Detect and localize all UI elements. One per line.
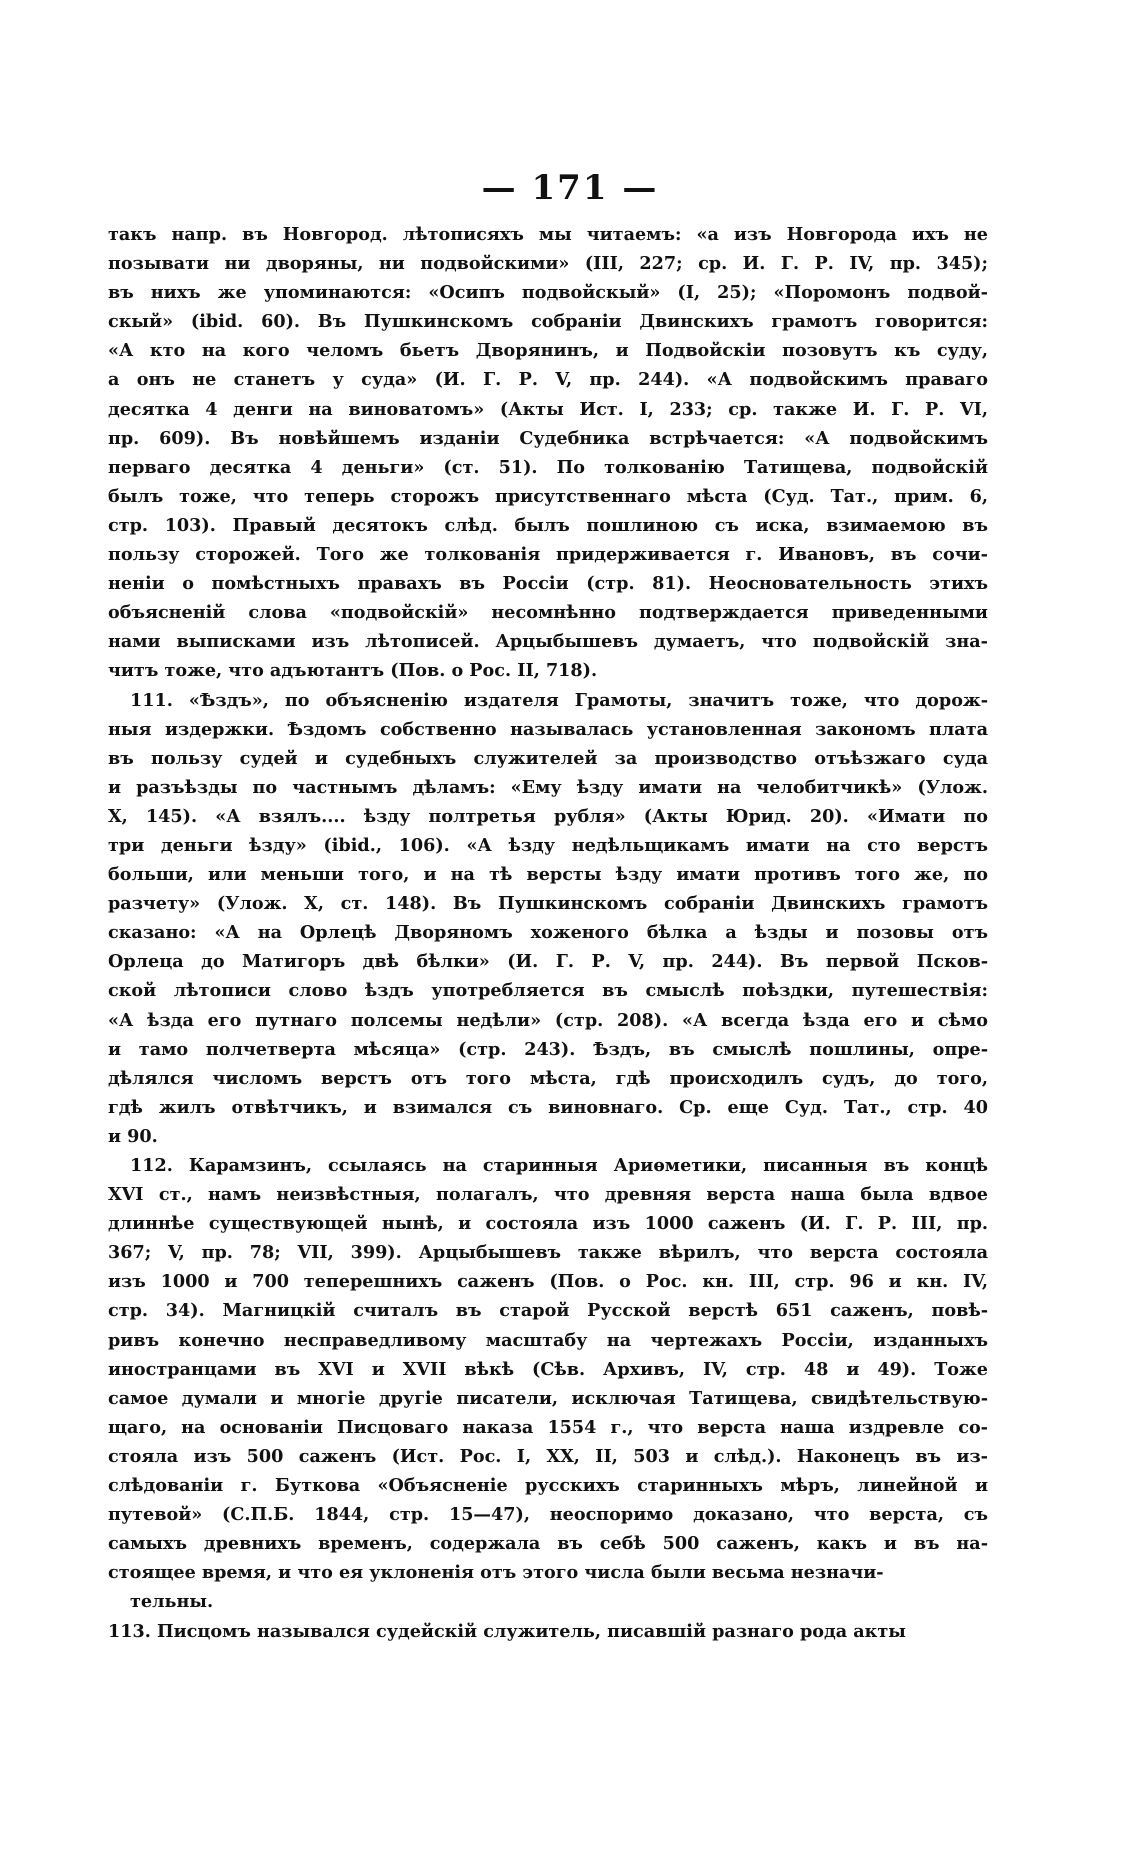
text-line: нами выписками изъ лѣтописей. Арцыбышевъ думаетъ, что подвойскій зна- bbox=[108, 631, 988, 653]
text-line: и разъѣзды по частнымъ дѣламъ: «Ему ѣзду имати на челобитчикѣ» (Улож. bbox=[108, 776, 988, 798]
text-line: слѣдованіи г. Буткова «Объясненіе русскихъ старинныхъ мѣръ, линейной и bbox=[108, 1475, 988, 1497]
text-line: больши, или меньши того, и на тѣ версты ѣзду имати противъ того же, по bbox=[108, 864, 988, 886]
text-line: въ нихъ же упоминаются: «Осипъ подвойскый» (I, 25); «Поромонъ подвой- bbox=[108, 282, 988, 304]
text-line: путевой» (С.П.Б. 1844, стр. 15—47), неоспоримо доказано, что верста, съ bbox=[108, 1504, 988, 1526]
text-line: ской лѣтописи слово ѣздъ употребляется въ смыслѣ поѣздки, путешествія: bbox=[108, 980, 988, 1002]
text-line: 367; V, пр. 78; VII, 399). Арцыбышевъ также вѣрилъ, что верста состояла bbox=[108, 1242, 988, 1264]
text-line: длиннѣе существующей нынѣ, и состояла изъ 1000 саженъ (И. Г. Р. III, пр. bbox=[108, 1213, 988, 1235]
text-line: изъ 1000 и 700 теперешнихъ саженъ (Пов. о Рос. кн. III, стр. 96 и кн. IV, bbox=[108, 1271, 988, 1293]
text-line: неніи о помѣстныхъ правахъ въ Россіи (стр. 81). Неосновательность этихъ bbox=[108, 573, 988, 595]
page-number: — 171 — bbox=[481, 168, 659, 208]
text-line: X, 145). «А взялъ.... ѣзду полтретья рубля» (Акты Юрид. 20). «Имати по bbox=[108, 805, 988, 827]
text-line: «А кто на кого челомъ бьетъ Дворянинъ, и Подвойскіи позовутъ къ суду, bbox=[108, 340, 988, 362]
text-line: XVI ст., намъ неизвѣстныя, полагалъ, что древняя верста наша была вдвое bbox=[108, 1184, 988, 1206]
text-line: объясненій слова «подвойскій» несомнѣнно подтверждается приведенными bbox=[108, 602, 988, 624]
text-line: скый» (ibid. 60). Въ Пушкинскомъ собраніи Двинскихъ грамотъ говорится: bbox=[108, 311, 988, 333]
text-line: стоящее время, и что ея уклоненія отъ этого числа были весьма незначи- bbox=[108, 1562, 884, 1584]
text-line: 113. Писцомъ назывался судейскій служитель, писавшій разнаго рода акты bbox=[108, 1620, 906, 1642]
text-line: стр. 103). Правый десятокъ слѣд. былъ пошлиною съ иска, взимаемою въ bbox=[108, 514, 988, 536]
text-line: Орлеца до Матигоръ двѣ бѣлки» (И. Г. Р. V, пр. 244). Въ первой Псков- bbox=[108, 951, 988, 973]
text-line: позывати ни дворяны, ни подвойскими» (III, 227; ср. И. Г. Р. IV, пр. 345); bbox=[108, 253, 988, 275]
text-line: дѣлялся числомъ верстъ отъ того мѣста, гдѣ происходилъ судъ, до того, bbox=[108, 1067, 988, 1089]
text-line: 112. Карамзинъ, ссылаясь на старинныя Ариѳметики, писанныя въ концѣ bbox=[130, 1155, 988, 1176]
text-line: гдѣ жилъ отвѣтчикъ, и взимался съ виновнаго. Ср. еще Суд. Тат., стр. 40 bbox=[108, 1096, 988, 1118]
text-line: иностранцами въ XVI и XVII вѣкѣ (Сѣв. Архивъ, IV, стр. 48 и 49). Тоже bbox=[108, 1358, 988, 1380]
text-line: перваго десятка 4 деньги» (ст. 51). По толкованію Татищева, подвойскій bbox=[108, 456, 988, 478]
text-line: и 90. bbox=[108, 1125, 158, 1147]
text-line: сказано: «А на Орлецѣ Дворяномъ хоженого бѣлка а ѣзды и позовы отъ bbox=[108, 922, 988, 944]
text-line: ривъ конечно несправедливому масштабу на чертежахъ Россіи, изданныхъ bbox=[108, 1329, 988, 1351]
text-line: самое думали и многіе другіе писатели, исключая Татищева, свидѣтельствую- bbox=[108, 1387, 988, 1409]
text-line: ныя издержки. Ѣздомъ собственно называлась установленная закономъ плата bbox=[108, 718, 988, 740]
text-line: а онъ не станетъ у суда» (И. Г. Р. V, пр. 244). «А подвойскимъ праваго bbox=[108, 369, 988, 391]
text-line: 111. «Ѣздъ», по объясненію издателя Грамоты, значитъ тоже, что дорож- bbox=[130, 689, 988, 711]
text-line: пользу сторожей. Того же толкованія придерживается г. Ивановъ, въ сочи- bbox=[108, 544, 988, 566]
text-line: въ пользу судей и судебныхъ служителей за производство отъѣзжаго суда bbox=[108, 747, 988, 769]
text-line: десятка 4 денги на виноватомъ» (Акты Ист. I, 233; ср. также И. Г. Р. VI, bbox=[108, 398, 988, 420]
text-line: пр. 609). Въ новѣйшемъ изданіи Судебника встрѣчается: «А подвойскимъ bbox=[108, 427, 988, 449]
text-line: щаго, на основаніи Писцоваго наказа 1554 г., что верста наша издревле со- bbox=[108, 1416, 988, 1438]
body-text bbox=[108, 220, 988, 1646]
text-line: былъ тоже, что теперь сторожъ присутственнаго мѣста (Суд. Тат., прим. 6, bbox=[108, 485, 988, 507]
text-line: самыхъ древнихъ временъ, содержала въ себѣ 500 саженъ, какъ и въ на- bbox=[108, 1533, 988, 1555]
text-line: и тамо полчетверта мѣсяца» (стр. 243). Ѣздъ, въ смыслѣ пошлины, опре- bbox=[108, 1038, 988, 1060]
text-line: такъ напр. въ Новгород. лѣтописяхъ мы читаемъ: «а изъ Новгорода ихъ не bbox=[108, 224, 988, 245]
text-line: стр. 34). Магницкій считалъ въ старой Русской верстѣ 651 саженъ, повѣ- bbox=[108, 1300, 988, 1322]
text-line: читъ тоже, что адъютантъ (Пов. о Рос. II, 718). bbox=[108, 660, 598, 682]
text-line: тельны. bbox=[130, 1591, 214, 1613]
text-line: три деньги ѣзду» (ibid., 106). «А ѣзду недѣльщикамъ имати на сто верстъ bbox=[108, 834, 988, 856]
text-line: стояла изъ 500 саженъ (Ист. Рос. I, XX, II, 503 и слѣд.). Наконецъ въ из- bbox=[108, 1445, 988, 1467]
text-line: «А ѣзда его путнаго полсемы недѣли» (стр. 208). «А всегда ѣзда его и сѣмо bbox=[108, 1009, 988, 1031]
text-line: разчету» (Улож. X, ст. 148). Въ Пушкинскомъ собраніи Двинскихъ грамотъ bbox=[108, 893, 988, 915]
